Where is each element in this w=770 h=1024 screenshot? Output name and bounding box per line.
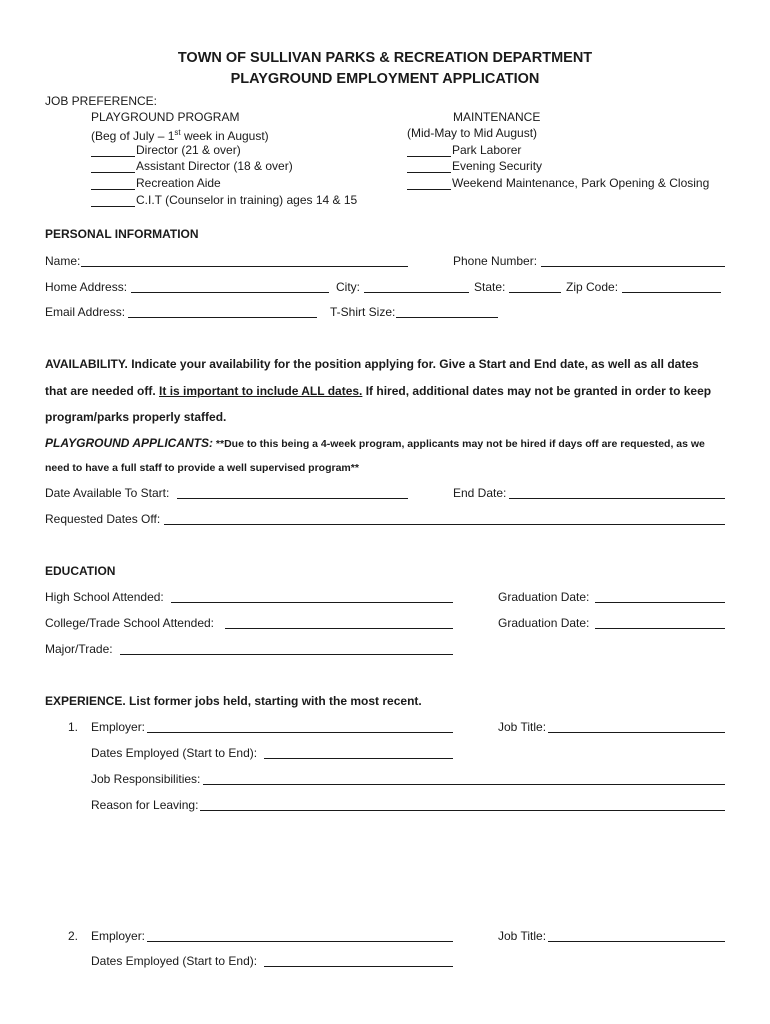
grad-date-field-2[interactable] <box>595 628 725 629</box>
option-assistant-director[interactable]: Assistant Director (18 & over) <box>91 159 293 173</box>
checkbox-blank[interactable] <box>91 194 135 207</box>
job1-reason-label: Reason for Leaving: <box>91 798 199 812</box>
job1-employer-field[interactable] <box>147 732 453 733</box>
high-school-field[interactable] <box>171 602 453 603</box>
playground-heading: PLAYGROUND PROGRAM <box>91 110 240 124</box>
job-preference-label: JOB PREFERENCE: <box>45 94 158 108</box>
name-field[interactable] <box>81 266 408 267</box>
address-field[interactable] <box>131 292 329 293</box>
maintenance-period: (Mid-May to Mid August) <box>407 126 538 140</box>
grad-date-field[interactable] <box>595 602 725 603</box>
city-label: City: <box>336 280 360 294</box>
playground-period: (Beg of July – 1st week in August) <box>91 128 269 143</box>
checkbox-blank[interactable] <box>407 144 451 157</box>
job2-employer-field[interactable] <box>147 941 453 942</box>
form-title: TOWN OF SULLIVAN PARKS & RECREATION DEPARTMENT <box>177 50 593 66</box>
email-field[interactable] <box>128 317 317 318</box>
email-label: Email Address: <box>45 305 126 319</box>
option-evening-security[interactable]: Evening Security <box>407 159 542 173</box>
college-field[interactable] <box>225 628 453 629</box>
job1-title-label: Job Title: <box>498 720 547 734</box>
phone-field[interactable] <box>541 266 725 267</box>
job2-dates-label: Dates Employed (Start to End): <box>91 954 258 968</box>
state-label: State: <box>474 280 506 294</box>
start-date-label: Date Available To Start: <box>45 486 170 500</box>
start-date-field[interactable] <box>177 498 408 499</box>
name-label: Name: <box>45 254 81 268</box>
option-recreation-aide[interactable]: Recreation Aide <box>91 176 221 190</box>
requested-off-label: Requested Dates Off: <box>45 512 161 526</box>
job1-resp-label: Job Responsibilities: <box>91 772 201 786</box>
job1-number: 1. <box>68 720 79 734</box>
major-label: Major/Trade: <box>45 642 113 656</box>
grad-date-label-2: Graduation Date: <box>498 616 590 630</box>
form-subtitle: PLAYGROUND EMPLOYMENT APPLICATION <box>230 71 540 87</box>
job1-title-field[interactable] <box>548 732 725 733</box>
phone-label: Phone Number: <box>453 254 538 268</box>
experience-heading: EXPERIENCE. List former jobs held, starting with the most recent. <box>45 694 422 708</box>
option-cit[interactable]: C.I.T (Counselor in training) ages 14 & 15 <box>91 193 357 207</box>
job2-number: 2. <box>68 929 79 943</box>
grad-date-label: Graduation Date: <box>498 590 590 604</box>
job2-title-field[interactable] <box>548 941 725 942</box>
availability-text-1: AVAILABILITY. Indicate your availability for the position applying for. Give a Start and End date, as well as all dates <box>45 357 699 371</box>
end-date-field[interactable] <box>509 498 725 499</box>
city-field[interactable] <box>364 292 469 293</box>
job2-employer-label: Employer: <box>91 929 146 943</box>
checkbox-blank[interactable] <box>407 160 451 173</box>
address-label: Home Address: <box>45 280 128 294</box>
playground-note: PLAYGROUND APPLICANTS: **Due to this being a 4-week program, applicants may not be hired if days off are requested, as we <box>45 436 705 450</box>
job1-reason-field[interactable] <box>200 810 725 811</box>
zip-label: Zip Code: <box>566 280 619 294</box>
option-director[interactable]: Director (21 & over) <box>91 143 241 157</box>
job1-dates-field[interactable] <box>264 758 453 759</box>
tshirt-label: T-Shirt Size: <box>330 305 396 319</box>
availability-text-2: that are needed off. It is important to include ALL dates. If hired, additional dates may not be granted in order to keep <box>45 384 712 398</box>
zip-field[interactable] <box>622 292 721 293</box>
job2-dates-field[interactable] <box>264 966 453 967</box>
education-heading: EDUCATION <box>45 564 116 578</box>
high-school-label: High School Attended: <box>45 590 164 604</box>
option-park-laborer[interactable]: Park Laborer <box>407 143 521 157</box>
personal-heading: PERSONAL INFORMATION <box>45 227 199 241</box>
job1-dates-label: Dates Employed (Start to End): <box>91 746 258 760</box>
tshirt-field[interactable] <box>396 317 498 318</box>
playground-note-line2: need to have a full staff to provide a well supervised program** <box>45 462 359 474</box>
state-field[interactable] <box>509 292 561 293</box>
requested-off-field[interactable] <box>164 524 725 525</box>
availability-text-3: program/parks properly staffed. <box>45 410 227 424</box>
checkbox-blank[interactable] <box>91 144 135 157</box>
job1-resp-field[interactable] <box>203 784 725 785</box>
maintenance-heading: MAINTENANCE <box>453 110 541 124</box>
college-label: College/Trade School Attended: <box>45 616 215 630</box>
option-weekend-maintenance[interactable]: Weekend Maintenance, Park Opening & Closing <box>407 176 709 190</box>
end-date-label: End Date: <box>453 486 507 500</box>
checkbox-blank[interactable] <box>91 160 135 173</box>
checkbox-blank[interactable] <box>91 177 135 190</box>
job1-employer-label: Employer: <box>91 720 146 734</box>
checkbox-blank[interactable] <box>407 177 451 190</box>
job2-title-label: Job Title: <box>498 929 547 943</box>
major-field[interactable] <box>120 654 453 655</box>
